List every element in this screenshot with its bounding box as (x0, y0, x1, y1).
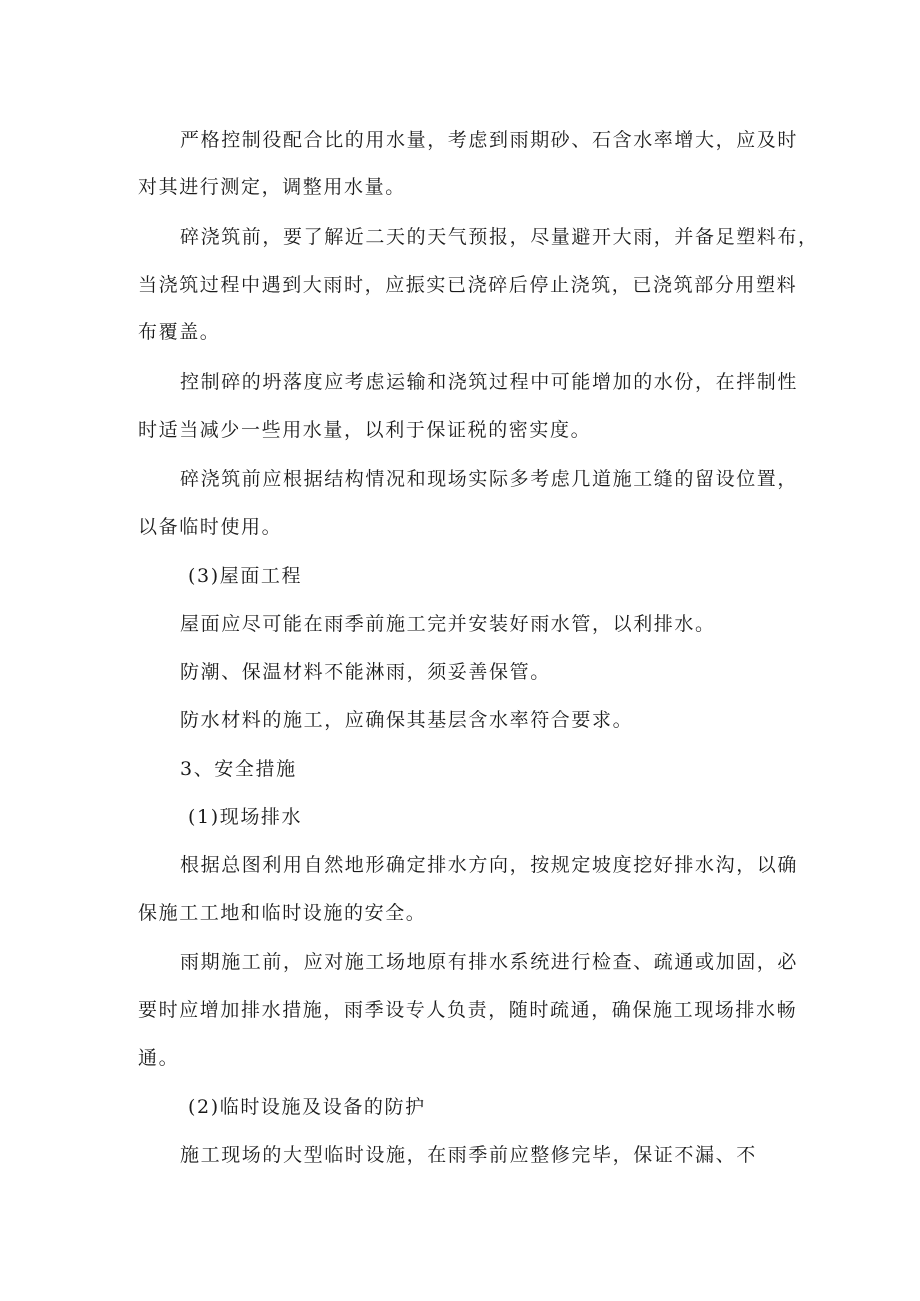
text-line: 屋面应尽可能在雨季前施工完并安装好雨水管，以利排水。 (180, 613, 716, 635)
text-line: 要时应增加排水措施，雨季设专人负责，随时疏通，确保施工现场排水畅 (138, 999, 798, 1021)
text-line: 通。 (138, 1047, 180, 1069)
text-line: 施工现场的大型临时设施，在雨季前应整修完毕，保证不漏、不 (180, 1144, 757, 1166)
section-heading: (3)屋面工程 (188, 565, 303, 587)
text-line: 防潮、保温材料不能淋雨，须妥善保管。 (180, 661, 551, 683)
text-line: 时适当减少一些用水量，以利于保证税的密实度。 (138, 419, 592, 441)
text-line: 严格控制役配合比的用水量，考虑到雨期砂、石含水率增大，应及时 (180, 129, 799, 151)
text-line: 根据总图利用自然地形确定排水方向，按规定坡度挖好排水沟，以确 (180, 854, 799, 876)
section-heading: (2)临时设施及设备的防护 (188, 1096, 426, 1118)
text-line: 以备临时使用。 (138, 516, 283, 538)
text-line: 布覆盖。 (138, 321, 221, 343)
text-line: 对其进行测定，调整用水量。 (138, 176, 406, 198)
text-line: 控制碎的坍落度应考虑运输和浇筑过程中可能增加的水份，在拌制性 (180, 371, 799, 393)
text-line: 雨期施工前，应对施工场地原有排水系统进行检查、疏通或加固，必 (180, 951, 799, 973)
text-line: 碎浇筑前应根据结构情况和现场实际多考虑几道施工缝的留设位置， (180, 468, 799, 490)
section-heading: 3、安全措施 (180, 758, 297, 780)
text-line: 碎浇筑前，要了解近二天的天气预报，尽量避开大雨，并备足塑料布， (180, 226, 819, 248)
text-line: 当浇筑过程中遇到大雨时，应振实已浇碎后停止浇筑，已浇筑部分用塑料 (138, 274, 798, 296)
section-heading: (1)现场排水 (188, 806, 303, 828)
text-line: 保施工工地和临时设施的安全。 (138, 902, 427, 924)
text-line: 防水材料的施工，应确保其基层含水率符合要求。 (180, 709, 634, 731)
